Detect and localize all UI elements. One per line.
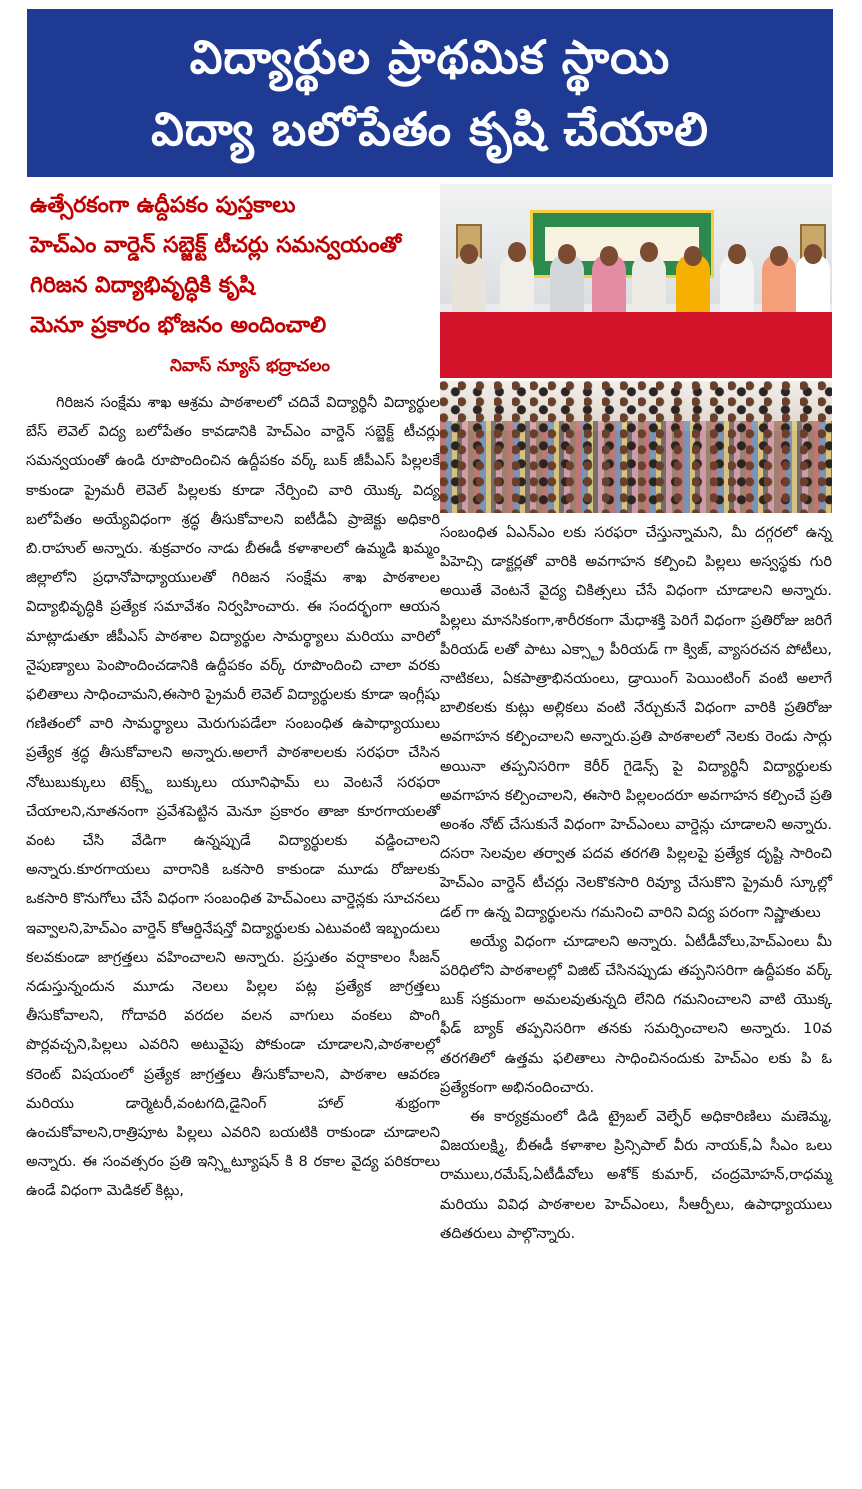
article-column-1 xyxy=(26,388,440,1468)
subheading-3: గిరిజన విద్యాభివృద్ధికి కృషి xyxy=(30,273,255,298)
subheading-4: మెనూ ప్రకారం భోజనం అందించాలి xyxy=(30,313,327,338)
headline-line-2: విద్యా బలోపేతం కృషి చేయాలి xyxy=(151,102,709,156)
paragraph: గిరిజన సంక్షేమ శాఖ ఆశ్రమ పాఠశాలలో చదివే విద్యార్థినీ విద్యార్థుల బేస్ లెవెల్ విద్య బలోపేతం కావడానికి హెచ్ఎం వార్డెన్ సబ్జెక్ట్ టీచర్లు సమన్వయంతో ఉండి రూపొందించిన ఉద్దీపకం వర్క్ బుక్ జీపీఎస్ పిల్లలకే కాకుండా ప్రైమరీ లెవెల్ పిల్లలకు కూడా నేర్పించి వారి యొక్క విద్య బలోపేతం అయ్యేవిధంగా శ్రద్ధ తీసుకోవాలని ఐటీడీఏ ప్రాజెక్టు అధికారి బి.రాహుల్ అన్నారు. శుక్రవారం నాడు బీఈడీ కళాశాలలో ఉమ్మడి ఖమ్మం జిల్లాలోని ప్రధానోపాధ్యాయులతో గిరిజన సంక్షేమ శాఖ పాఠశాలల విద్యాభివృద్ధికి ప్రత్యేక సమావేశం నిర్వహించారు. ఈ సందర్భంగా ఆయన మాట్లాడుతూ జీపీఎస్ పాఠశాల విద్యార్థుల సామర్థ్యాలు మరియు వారిలో నైపుణ్యాలు పెంపొందించడానికి ఉద్దీపకం వర్క్ రూపొందించి చాలా వరకు ఫలితాలు సాధించామని,ఈసారి ప్రైమరీ లెవెల్ విద్యార్థులకు కూడా ఇంగ్లీషు గణితంలో వారి సామర్థ్యాలు మెరుగుపడేలా సంబంధిత ఉపాధ్యాయులు ప్రత్యేక శ్రద్ధ తీసుకోవాలని అన్నారు.అలాగే పాఠశాలలకు సరఫరా చేసిన నోటుబుక్కులు టెక్స్ట్ బుక్కులు యూనిఫామ్ లు వెంటనే సరఫరా చేయాలని,నూతనంగా ప్రవేశపెట్టిన మెనూ ప్రకారం తాజా కూరగాయలతో వంట చేసి వేడిగా ఉన్నప్పుడే విద్యార్థులకు వడ్డించాలని అన్నారు.కూరగాయలు వారానికి ఒకసారి కాకుండా మూడు రోజులకు ఒకసారి కొనుగోలు చేసే విధంగా సంబంధిత హెచ్ఎంలు వార్డెన్లకు సూచనలు ఇవ్వాలని,హెచ్ఎం వార్డెన్ కోఆర్డినేషన్తో విద్యార్థులకు ఎటువంటి ఇబ్బందులు కలవకుండా జాగ్రత్తలు వహించాలని అన్నారు. ప్రస్తుతం వర్షాకాలం సీజన్ నడుస్తున్నందున మూడు నెలలు పిల్లల పట్ల ప్రత్యేక జాగ్రత్తలు తీసుకోవాలని, గోదావరి వరదల వలన వాగులు వంకలు పొంగి పొర్లవచ్చని,పిల్లలు ఎవరిని అటువైపు పోకుండా చూడాలని,పాఠశాలల్లో కరెంట్ విషయంలో ప్రత్యేక జాగ్రత్తలు తీసుకోవాలని, పాఠశాల ఆవరణ మరియు డార్మెటరీ,వంటగది,డైనింగ్ హాల్ శుభ్రంగా ఉంచుకోవాలని,రాత్రిపూట పిల్లలు ఎవరిని బయటికి రాకుండా చూడాలని అన్నారు. ఈ సంవత్సరం ప్రతి ఇన్స్టిట్యూషన్ కి 8 రకాల వైద్య పరికరాలు ఉండే విధంగా మెడికల్ కిట్లు, xyxy=(26,394,440,1200)
headline-line-1: విద్యార్థుల ప్రాథమిక స్థాయి xyxy=(189,30,671,84)
headline-banner xyxy=(27,9,833,177)
dateline: నివాస్ న్యూస్ భద్రాచలం xyxy=(169,356,331,376)
subheadings xyxy=(30,186,440,346)
subheading-2: హెచ్ఎం వార్డెన్ సబ్జెక్ట్ టీచర్లు సమన్వయంతో xyxy=(30,233,402,258)
audience-photo xyxy=(440,381,832,513)
paragraph: ఈ కార్యక్రమంలో డిడి ట్రైబల్ వెల్ఫేర్ అధికారిణిలు మణెమ్మ, విజయలక్ష్మి, బీఈడీ కళాశాల ప్రిన్సిపాల్ వీరు నాయక్,ఏ సీఎం ఒలు రాములు,రమేష్,ఏటీడీవోలు అశోక్ కుమార్, చంద్రమోహన్,రాధమ్మ మరియు వివిధ పాఠశాలల హెచ్ఎంలు, సీఆర్పీలు, ఉపాధ్యాయులు తదితరులు పాల్గొన్నారు. xyxy=(440,1108,832,1242)
article-column-2 xyxy=(440,518,832,1458)
paragraph: సంబంధిత ఏఎన్ఎం లకు సరఫరా చేస్తున్నామని, మీ దగ్గరలో ఉన్న పిహెచ్సి డాక్టర్లతో వారికి అవగాహన కల్పించి పిల్లలు అస్వస్థకు గురి అయితే వెంటనే వైద్య చికిత్సలు చేసే విధంగా చూడాలని అన్నారు. పిల్లలు మానసికంగా,శారీరకంగా మేధాశక్తి పెరిగే విధంగా ప్రతిరోజు జరిగే పీరియడ్ లతో పాటు ఎక్స్ట్రా పీరియడ్ గా క్విజ్, వ్యాసరచన పోటీలు, నాటికలు, ఏకపాత్రాభినయంలు, డ్రాయింగ్ పెయింటింగ్ వంటి అలాగే బాలికలకు కుట్లు అల్లికలు వంటి నేర్చుకునే విధంగా వారికి ప్రతిరోజు అవగాహన కల్పించాలని అన్నారు.ప్రతి పాఠశాలలో నెలకు రెండు సార్లు అయినా తప్పనిసరిగా కెరీర్ గైడెన్స్ పై విద్యార్థినీ విద్యార్థులకు అవగాహన కల్పించాలని, ఈసారి పిల్లలందరూ అవగాహన కల్పించే ప్రతి అంశం నోట్ చేసుకునే విధంగా హెచ్ఎంలు వార్డెన్లు చూడాలని అన్నారు. దసరా సెలవుల తర్వాత పదవ తరగతి పిల్లలపై ప్రత్యేక దృష్టి సారించి హెచ్ఎం వార్డెన్ టీచర్లు నెలకొకసారి రివ్యూ చేసుకొని ప్రైమరీ స్కూల్లో డల్ గా ఉన్న విద్యార్థులను గమనించి వారిని విద్య పరంగా నిష్ణాతులు xyxy=(440,524,832,921)
paragraph: అయ్యే విధంగా చూడాలని అన్నారు. ఏటీడీవోలు,హెచ్ఎంలు మీ పరిధిలోని పాఠశాలల్లో విజిట్ చేసినప్పుడు తప్పనిసరిగా ఉద్దీపకం వర్క్ బుక్ సక్రమంగా అమలవుతున్నది లేనిది గమనించాలని వాటి యొక్క ఫీడ్ బ్యాక్ తప్పనిసరిగా తనకు సమర్పించాలని అన్నారు. 10వ తరగతిలో ఉత్తమ ఫలితాలు సాధించినందుకు హెచ్ఎం లకు పి ఓ ప్రత్యేకంగా అభినందించారు. xyxy=(440,932,832,1096)
subheading-1: ఉత్సేరకంగా ఉద్దీపకం పుస్తకాలు xyxy=(30,193,296,218)
stage-table xyxy=(440,312,832,378)
stage-photo xyxy=(440,184,832,378)
